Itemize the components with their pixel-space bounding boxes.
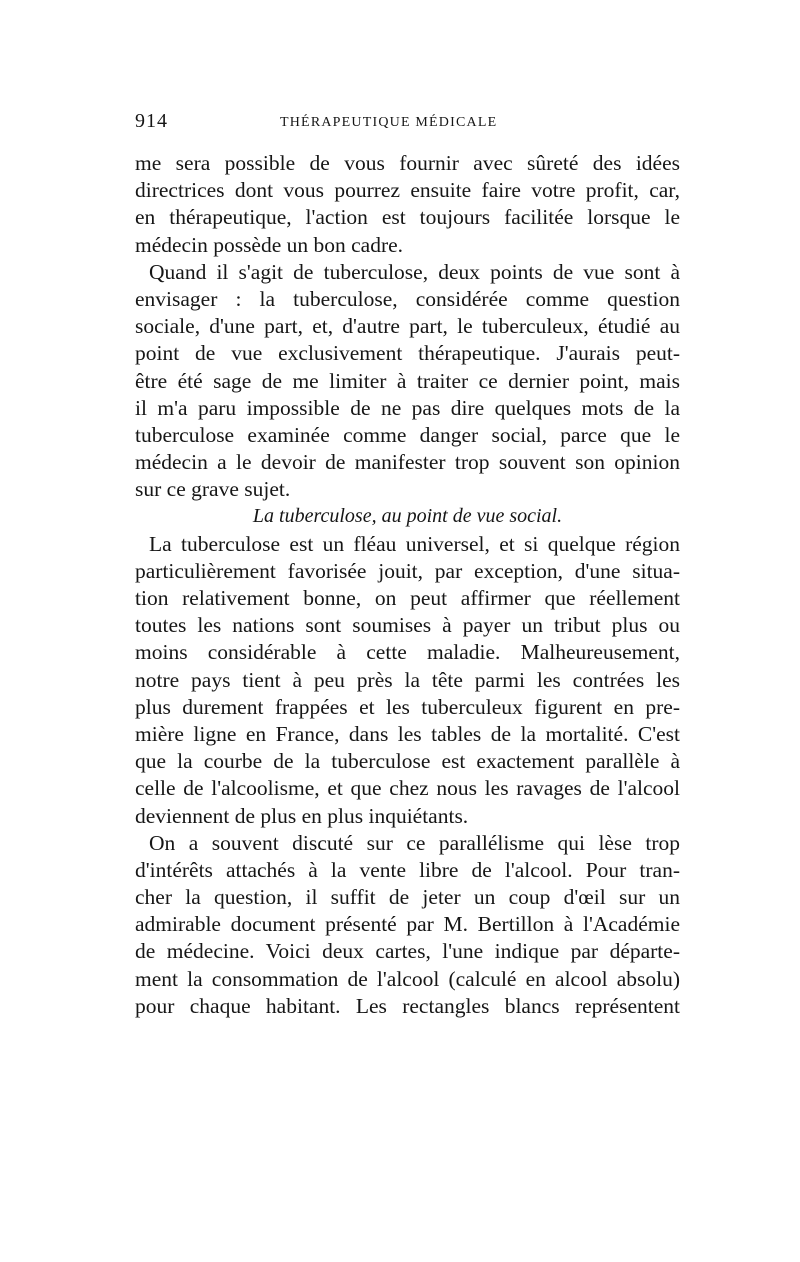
- text-line: cher la question, il suffit de jeter un coup d'œil sur un: [135, 885, 680, 910]
- text-line: ment la consommation de l'alcool (calculé en alcool absolu): [135, 966, 680, 991]
- text-line: d'intérêts attachés à la vente libre de l'alcool. Pour tran-: [135, 857, 680, 882]
- running-head: [135, 110, 680, 140]
- text-line: sociale, d'une part, et, d'autre part, le tuberculeux, étudié au: [135, 314, 680, 339]
- text-line: tion relativement bonne, on peut affirmer que réellement: [135, 586, 680, 610]
- text-line: plus durement frappées et les tuberculeux figurent en pre-: [135, 694, 680, 719]
- text-line: il m'a paru impossible de ne pas dire quelques mots de la: [135, 395, 680, 420]
- text-line: particulièrement favorisée jouit, par exception, d'une situa-: [135, 558, 680, 583]
- text-line: point de vue exclusivement thérapeutique. J'aurais peut-: [135, 341, 680, 366]
- paragraph-start-line: La tuberculose est un fléau universel, et si quelque région: [149, 531, 680, 556]
- text-line: mière ligne en France, dans les tables de la mortalité. C'est: [135, 721, 680, 746]
- text-line: être été sage de me limiter à traiter ce dernier point, mais: [135, 368, 680, 393]
- text-line: directrices dont vous pourrez ensuite faire votre profit, car,: [135, 178, 680, 203]
- paragraph-start-line: On a souvent discuté sur ce parallélisme qui lèse trop: [149, 830, 680, 855]
- paragraph-start-line: Quand il s'agit de tuberculose, deux points de vue sont à: [149, 259, 680, 284]
- text-line: médecin a le devoir de manifester trop souvent son opinion: [135, 450, 680, 475]
- text-line: deviennent de plus en plus inquiétants.: [135, 803, 469, 828]
- running-head-title: THÉRAPEUTIQUE MÉDICALE: [280, 115, 498, 130]
- text-line: tuberculose examinée comme danger social, parce que le: [135, 422, 680, 447]
- text-line: me sera possible de vous fournir avec sûreté des idées: [135, 151, 680, 175]
- text-line: notre pays tient à peu près la tête parmi les contrées les: [135, 667, 680, 692]
- text-line: envisager : la tuberculose, considérée comme question: [135, 286, 680, 311]
- text-line: celle de l'alcoolisme, et que chez nous les ravages de l'alcool: [135, 776, 680, 801]
- text-line: toutes les nations sont soumises à payer un tribut plus ou: [135, 613, 680, 638]
- text-line: médecin possède un bon cadre.: [135, 232, 404, 257]
- page-number: 914: [135, 110, 168, 132]
- text-line: de médecine. Voici deux cartes, l'une indique par départe-: [135, 939, 680, 964]
- text-line: pour chaque habitant. Les rectangles blancs représentent: [135, 993, 680, 1018]
- text-line: sur ce grave sujet.: [135, 477, 291, 502]
- body-text: [135, 150, 680, 1020]
- section-heading: La tuberculose, au point de vue social.: [252, 505, 563, 528]
- text-line: admirable document présenté par M. Bertillon à l'Académie: [135, 912, 680, 937]
- text-line: moins considérable à cette maladie. Malheureusement,: [135, 640, 680, 665]
- text-line: que la courbe de la tuberculose est exactement parallèle à: [135, 749, 680, 774]
- text-line: en thérapeutique, l'action est toujours facilitée lorsque le: [135, 205, 680, 230]
